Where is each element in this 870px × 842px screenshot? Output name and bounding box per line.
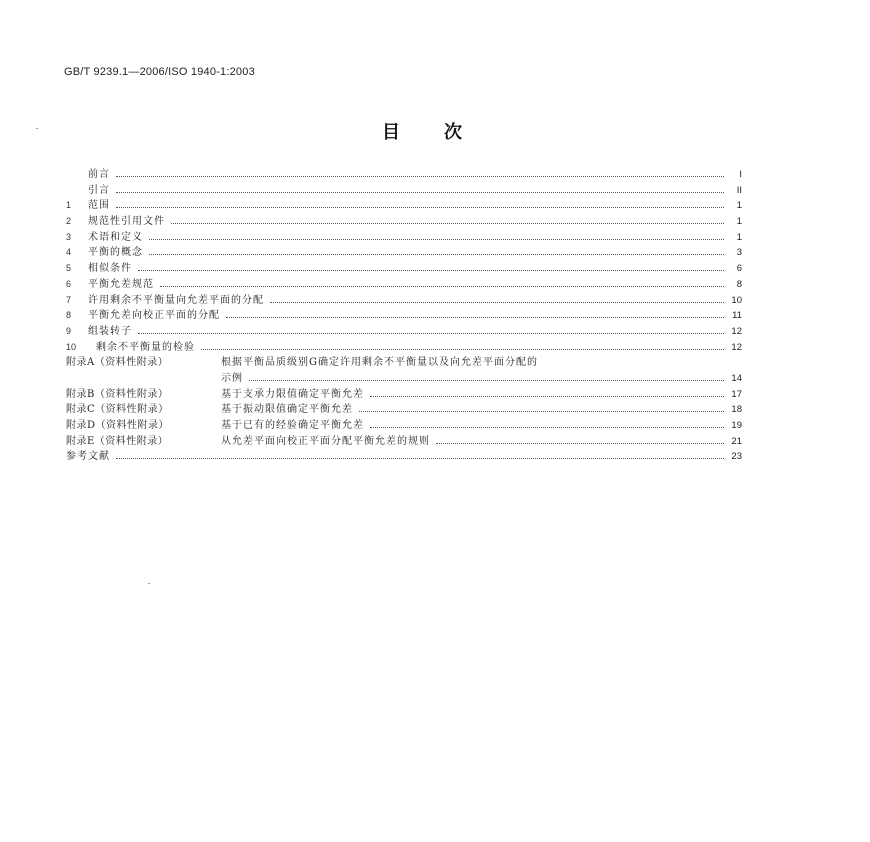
toc-page: 6 xyxy=(736,263,742,275)
toc-entry-appendix-d[interactable] xyxy=(66,418,742,434)
toc-page: II xyxy=(736,184,742,196)
toc-entry-7[interactable] xyxy=(66,293,742,309)
toc-label: 平衡允差向校正平面的分配 xyxy=(88,310,220,322)
toc-number: 1 xyxy=(66,200,72,211)
toc-entry-appendix-a-continued[interactable] xyxy=(66,371,742,387)
toc-entry-6[interactable] xyxy=(66,277,742,293)
toc-page: 12 xyxy=(731,341,742,353)
appendix-prefix: 附录A（资料性附录） xyxy=(66,357,169,369)
appendix-prefix: 附录C（资料性附录） xyxy=(66,404,169,416)
dot-leader xyxy=(149,238,724,240)
dot-leader xyxy=(138,332,724,334)
dot-leader xyxy=(116,191,724,193)
dot-leader xyxy=(201,348,724,350)
appendix-label: 基于支承力限值确定平衡允差 xyxy=(221,388,364,400)
toc-label: 术语和定义 xyxy=(88,231,143,243)
toc-page: I xyxy=(739,169,742,180)
dot-leader xyxy=(116,457,724,459)
toc-page: 21 xyxy=(731,435,742,447)
toc-label: 参考文献 xyxy=(66,451,110,463)
appendix-prefix: 附录E（资料性附录） xyxy=(66,435,169,447)
toc-page: 12 xyxy=(731,325,742,337)
toc-page: 1 xyxy=(736,216,742,228)
dot-leader xyxy=(116,206,724,208)
scan-speck xyxy=(148,583,150,584)
toc-page: 14 xyxy=(731,372,742,384)
toc-label: 规范性引用文件 xyxy=(88,216,165,228)
toc-number: 4 xyxy=(66,247,72,258)
toc-page: 17 xyxy=(731,388,742,400)
toc-entry-8[interactable] xyxy=(66,308,742,324)
toc-page: 23 xyxy=(731,451,742,463)
toc-label: 范围 xyxy=(88,200,110,212)
table-of-contents xyxy=(66,167,742,465)
toc-number: 5 xyxy=(66,263,72,274)
dot-leader xyxy=(149,253,724,255)
dot-leader xyxy=(249,379,724,381)
page-title: 目次 xyxy=(382,122,506,143)
toc-entry-9[interactable] xyxy=(66,324,742,340)
toc-number: 6 xyxy=(66,278,72,289)
toc-number: 9 xyxy=(66,325,72,336)
dot-leader xyxy=(138,269,724,271)
appendix-label-continuation: 示例 xyxy=(221,372,243,384)
toc-entry-appendix-e[interactable] xyxy=(66,434,742,450)
dot-leader xyxy=(270,301,724,303)
toc-label: 剩余不平衡量的检验 xyxy=(96,341,195,353)
toc-page: 10 xyxy=(731,294,742,306)
appendix-label: 基于已有的经验确定平衡允差 xyxy=(221,420,364,431)
dot-leader xyxy=(359,410,724,412)
toc-entry-appendix-a[interactable] xyxy=(66,355,742,371)
dot-leader xyxy=(370,395,724,397)
toc-number: 10 xyxy=(66,341,77,352)
toc-entry-3[interactable] xyxy=(66,230,742,246)
toc-label: 平衡允差规范 xyxy=(88,278,154,290)
toc-label: 相似条件 xyxy=(88,263,132,275)
toc-entry-appendix-c[interactable] xyxy=(66,402,742,418)
appendix-label: 根据平衡品质级别G确定许用剩余不平衡量以及向允差平面分配的 xyxy=(221,357,538,369)
dot-leader xyxy=(226,316,724,318)
dot-leader xyxy=(171,222,724,224)
toc-page: 11 xyxy=(732,310,742,322)
toc-entry-10[interactable] xyxy=(66,340,742,356)
toc-entry-references[interactable] xyxy=(66,449,742,465)
appendix-prefix: 附录D（资料性附录） xyxy=(66,420,170,431)
standard-code: GB/T 9239.1—2006/ISO 1940-1:2003 xyxy=(64,66,255,78)
toc-entry-appendix-b[interactable] xyxy=(66,387,742,403)
dot-leader xyxy=(436,442,724,444)
toc-page: 1 xyxy=(736,231,742,243)
toc-label: 组装转子 xyxy=(88,325,132,337)
appendix-prefix: 附录B（资料性附录） xyxy=(66,388,169,400)
toc-entry-5[interactable] xyxy=(66,261,742,277)
toc-entry-1[interactable] xyxy=(66,198,742,214)
toc-page: 19 xyxy=(731,420,742,431)
toc-entry-foreword[interactable] xyxy=(66,167,742,183)
toc-entry-introduction[interactable] xyxy=(66,183,742,199)
toc-label: 许用剩余不平衡量向允差平面的分配 xyxy=(88,294,264,306)
toc-page: 18 xyxy=(731,404,742,416)
toc-number: 7 xyxy=(66,294,72,305)
toc-number: 2 xyxy=(66,216,72,227)
toc-entry-2[interactable] xyxy=(66,214,742,230)
toc-label: 平衡的概念 xyxy=(88,247,143,259)
dot-leader xyxy=(116,175,724,177)
toc-label: 前言 xyxy=(88,169,110,180)
toc-number: 3 xyxy=(66,231,72,242)
toc-label: 引言 xyxy=(88,184,110,196)
toc-entry-4[interactable] xyxy=(66,245,742,261)
appendix-label: 基于振动限值确定平衡允差 xyxy=(221,404,353,416)
appendix-label: 从允差平面向校正平面分配平衡允差的规则 xyxy=(221,435,430,447)
toc-page: 1 xyxy=(736,200,742,212)
dot-leader xyxy=(160,285,724,287)
toc-page: 3 xyxy=(736,247,742,259)
toc-number: 8 xyxy=(66,310,72,321)
toc-page: 8 xyxy=(736,278,742,290)
dot-leader xyxy=(370,426,724,428)
